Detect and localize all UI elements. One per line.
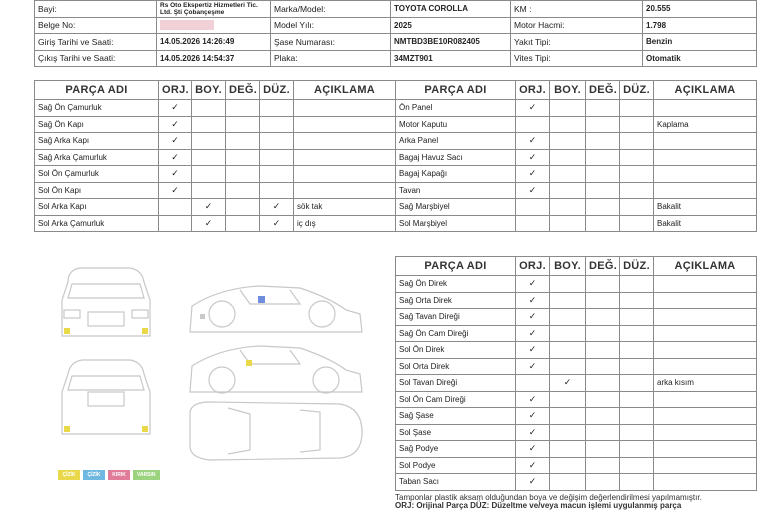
redacted-document-number bbox=[160, 20, 214, 30]
part-duz bbox=[260, 182, 294, 199]
part-name: Sol Arka Kapı bbox=[35, 199, 159, 216]
part-deg bbox=[226, 116, 260, 133]
part-deg bbox=[586, 457, 620, 474]
part-boy bbox=[550, 100, 586, 117]
part-duz bbox=[620, 408, 654, 425]
part-row bbox=[396, 342, 757, 359]
part-orj: ✓ bbox=[516, 182, 550, 199]
part-boy bbox=[550, 182, 586, 199]
part-deg bbox=[226, 199, 260, 216]
part-duz bbox=[620, 309, 654, 326]
vehicle-info-value: 14.05.2026 14:26:49 bbox=[157, 34, 271, 51]
part-row bbox=[396, 424, 757, 441]
column-header: ORJ. bbox=[516, 257, 550, 276]
part-row bbox=[396, 457, 757, 474]
part-note bbox=[654, 100, 757, 117]
part-orj: ✓ bbox=[516, 149, 550, 166]
part-name: Taban Sacı bbox=[396, 474, 516, 491]
column-header: BOY. bbox=[192, 81, 226, 100]
part-duz bbox=[620, 391, 654, 408]
part-orj: ✓ bbox=[516, 309, 550, 326]
part-duz: ✓ bbox=[260, 215, 294, 232]
part-orj: ✓ bbox=[516, 391, 550, 408]
part-deg bbox=[586, 375, 620, 392]
vehicle-info-label: Plaka: bbox=[271, 50, 391, 67]
part-note bbox=[654, 166, 757, 183]
part-duz: ✓ bbox=[260, 199, 294, 216]
part-orj: ✓ bbox=[516, 133, 550, 150]
part-name: Arka Panel bbox=[396, 133, 516, 150]
part-boy bbox=[192, 182, 226, 199]
part-orj: ✓ bbox=[159, 149, 192, 166]
column-header: DEĞ. bbox=[226, 81, 260, 100]
part-orj bbox=[159, 199, 192, 216]
footnote bbox=[395, 494, 755, 510]
part-duz bbox=[620, 133, 654, 150]
part-duz bbox=[620, 342, 654, 359]
legend-item: ÇİZİK bbox=[58, 470, 80, 480]
part-row bbox=[35, 199, 396, 216]
part-orj: ✓ bbox=[159, 100, 192, 117]
part-note bbox=[294, 100, 396, 117]
part-deg bbox=[586, 215, 620, 232]
part-name: Sol Marşbiyel bbox=[396, 215, 516, 232]
part-duz bbox=[620, 441, 654, 458]
parts-table-bottom bbox=[395, 256, 757, 491]
part-note: Bakalit bbox=[654, 199, 757, 216]
part-row bbox=[35, 215, 396, 232]
vehicle-info-value: 2025 bbox=[391, 17, 511, 34]
legend-item: KIRIK bbox=[108, 470, 130, 480]
part-row bbox=[396, 441, 757, 458]
part-row bbox=[35, 116, 396, 133]
part-deg bbox=[586, 149, 620, 166]
part-boy bbox=[550, 149, 586, 166]
part-boy bbox=[550, 441, 586, 458]
part-deg bbox=[586, 116, 620, 133]
part-row bbox=[396, 182, 757, 199]
part-name: Sol Podye bbox=[396, 457, 516, 474]
part-boy bbox=[550, 325, 586, 342]
part-orj bbox=[516, 215, 550, 232]
part-note bbox=[654, 358, 757, 375]
vehicle-info-row bbox=[35, 34, 757, 51]
part-duz bbox=[620, 182, 654, 199]
part-boy bbox=[550, 342, 586, 359]
part-boy bbox=[550, 408, 586, 425]
part-duz bbox=[620, 457, 654, 474]
vehicle-info-label: Yakıt Tipi: bbox=[511, 34, 643, 51]
part-name: Sağ Marşbiyel bbox=[396, 199, 516, 216]
part-deg bbox=[586, 408, 620, 425]
part-name: Tavan bbox=[396, 182, 516, 199]
part-orj: ✓ bbox=[516, 358, 550, 375]
part-boy bbox=[550, 457, 586, 474]
part-row bbox=[396, 199, 757, 216]
part-row bbox=[396, 358, 757, 375]
part-duz bbox=[620, 358, 654, 375]
vehicle-info-value: 14.05.2026 14:54:37 bbox=[157, 50, 271, 67]
part-duz bbox=[260, 149, 294, 166]
part-orj: ✓ bbox=[516, 100, 550, 117]
vehicle-info-label: Marka/Model: bbox=[271, 1, 391, 18]
part-boy bbox=[550, 424, 586, 441]
part-name: Sol Arka Çamurluk bbox=[35, 215, 159, 232]
part-orj: ✓ bbox=[516, 408, 550, 425]
part-duz bbox=[260, 166, 294, 183]
part-name: Sağ Arka Kapı bbox=[35, 133, 159, 150]
part-name: Sol Tavan Direği bbox=[396, 375, 516, 392]
part-row bbox=[396, 408, 757, 425]
part-orj bbox=[516, 199, 550, 216]
part-deg bbox=[586, 342, 620, 359]
vehicle-info-label: Belge No: bbox=[35, 17, 157, 34]
part-row bbox=[396, 215, 757, 232]
part-deg bbox=[586, 100, 620, 117]
part-deg bbox=[586, 199, 620, 216]
part-duz bbox=[620, 199, 654, 216]
part-note bbox=[654, 292, 757, 309]
part-row bbox=[396, 474, 757, 491]
part-name: Sol Ön Çamurluk bbox=[35, 166, 159, 183]
part-boy bbox=[550, 133, 586, 150]
part-name: Bagaj Havuz Sacı bbox=[396, 149, 516, 166]
part-duz bbox=[260, 116, 294, 133]
part-note bbox=[654, 391, 757, 408]
vehicle-info-label: Bayi: bbox=[35, 1, 157, 18]
part-boy bbox=[550, 116, 586, 133]
part-boy bbox=[192, 166, 226, 183]
part-row bbox=[396, 325, 757, 342]
part-row bbox=[396, 391, 757, 408]
column-header: BOY. bbox=[550, 81, 586, 100]
part-orj: ✓ bbox=[516, 166, 550, 183]
part-boy bbox=[550, 199, 586, 216]
part-name: Sağ Ön Kapı bbox=[35, 116, 159, 133]
part-orj: ✓ bbox=[159, 116, 192, 133]
part-row bbox=[35, 166, 396, 183]
part-note bbox=[654, 182, 757, 199]
part-name: Sağ Şase bbox=[396, 408, 516, 425]
car-outline-drawing bbox=[50, 262, 380, 462]
part-name: Sağ Tavan Direği bbox=[396, 309, 516, 326]
column-header: DEĞ. bbox=[586, 81, 620, 100]
column-header: DÜZ. bbox=[620, 257, 654, 276]
part-deg bbox=[226, 133, 260, 150]
part-orj: ✓ bbox=[516, 292, 550, 309]
part-orj bbox=[516, 116, 550, 133]
part-boy bbox=[550, 166, 586, 183]
part-boy bbox=[192, 116, 226, 133]
part-duz bbox=[620, 375, 654, 392]
part-name: Sol Ön Kapı bbox=[35, 182, 159, 199]
footnote-line-1: Tamponlar plastik aksam olduğundan boya ve değişim değerlendirilmesi yapılmamıştır. bbox=[395, 493, 702, 502]
part-deg bbox=[226, 182, 260, 199]
part-duz bbox=[620, 424, 654, 441]
vehicle-info-label: Vites Tipi: bbox=[511, 50, 643, 67]
part-row bbox=[396, 276, 757, 293]
part-row bbox=[396, 133, 757, 150]
part-deg bbox=[586, 292, 620, 309]
column-header: AÇIKLAMA bbox=[294, 81, 396, 100]
part-boy bbox=[192, 133, 226, 150]
part-boy bbox=[550, 292, 586, 309]
damage-legend bbox=[58, 470, 160, 480]
parts-table-left bbox=[34, 80, 396, 232]
part-name: Bagaj Kapağı bbox=[396, 166, 516, 183]
part-name: Sağ Ön Direk bbox=[396, 276, 516, 293]
part-name: Sol Ön Direk bbox=[396, 342, 516, 359]
part-orj: ✓ bbox=[159, 182, 192, 199]
vehicle-info-value: 20.555 bbox=[643, 1, 757, 18]
part-note bbox=[294, 116, 396, 133]
part-deg bbox=[586, 309, 620, 326]
part-boy bbox=[550, 358, 586, 375]
part-row bbox=[396, 100, 757, 117]
part-name: Ön Panel bbox=[396, 100, 516, 117]
vehicle-info-value: NMTBD3BE10R082405 bbox=[391, 34, 511, 51]
part-note bbox=[654, 342, 757, 359]
vehicle-info-value: 1.798 bbox=[643, 17, 757, 34]
part-duz bbox=[620, 116, 654, 133]
part-orj bbox=[516, 375, 550, 392]
part-note bbox=[294, 149, 396, 166]
part-row bbox=[35, 133, 396, 150]
part-note bbox=[654, 424, 757, 441]
part-orj: ✓ bbox=[516, 342, 550, 359]
part-boy bbox=[192, 100, 226, 117]
part-row bbox=[396, 375, 757, 392]
vehicle-info-value: Otomatik bbox=[643, 50, 757, 67]
part-name: Sol Orta Direk bbox=[396, 358, 516, 375]
part-note: arka kısım bbox=[654, 375, 757, 392]
part-note bbox=[654, 325, 757, 342]
part-row bbox=[396, 166, 757, 183]
column-header: PARÇA ADI bbox=[35, 81, 159, 100]
part-deg bbox=[586, 391, 620, 408]
part-duz bbox=[620, 276, 654, 293]
vehicle-info-value: 34MZT901 bbox=[391, 50, 511, 67]
vehicle-info-label: Model Yılı: bbox=[271, 17, 391, 34]
part-note bbox=[654, 309, 757, 326]
part-name: Sağ Podye bbox=[396, 441, 516, 458]
part-note bbox=[654, 149, 757, 166]
part-note: iç dış bbox=[294, 215, 396, 232]
vehicle-info-row bbox=[35, 50, 757, 67]
vehicle-info-label: Şase Numarası: bbox=[271, 34, 391, 51]
part-duz bbox=[620, 474, 654, 491]
vehicle-info-label: Çıkış Tarihi ve Saati: bbox=[35, 50, 157, 67]
part-deg bbox=[586, 276, 620, 293]
vehicle-info-label: Motor Hacmi: bbox=[511, 17, 643, 34]
part-row bbox=[396, 309, 757, 326]
part-note bbox=[654, 457, 757, 474]
part-note bbox=[654, 408, 757, 425]
part-note bbox=[294, 166, 396, 183]
part-duz bbox=[620, 215, 654, 232]
vehicle-info-value bbox=[157, 17, 271, 34]
footnote-line-2: ORJ: Orijinal Parça DÜZ: Düzeltme ve/veya macun işlemi uygulanmış parça bbox=[395, 501, 682, 510]
vehicle-info-value: Rs Oto Ekspertiz Hizmetleri Tic. Ltd. Şti Çobançeşme bbox=[157, 1, 271, 18]
part-boy bbox=[550, 391, 586, 408]
part-note bbox=[294, 133, 396, 150]
part-duz bbox=[620, 149, 654, 166]
column-header: ORJ. bbox=[516, 81, 550, 100]
part-deg bbox=[586, 441, 620, 458]
part-boy bbox=[550, 276, 586, 293]
part-note: sök tak bbox=[294, 199, 396, 216]
part-orj: ✓ bbox=[159, 133, 192, 150]
part-name: Sol Ön Cam Direği bbox=[396, 391, 516, 408]
part-duz bbox=[260, 133, 294, 150]
column-header: DEĞ. bbox=[586, 257, 620, 276]
part-row bbox=[35, 100, 396, 117]
part-note bbox=[654, 474, 757, 491]
part-row bbox=[35, 149, 396, 166]
part-deg bbox=[226, 215, 260, 232]
car-damage-diagram bbox=[50, 262, 380, 462]
part-deg bbox=[586, 182, 620, 199]
part-note: Bakalit bbox=[654, 215, 757, 232]
legend-item: ÇİZİK bbox=[83, 470, 105, 480]
part-deg bbox=[586, 166, 620, 183]
legend-item: VARSIN bbox=[133, 470, 160, 480]
part-orj: ✓ bbox=[516, 325, 550, 342]
part-duz bbox=[620, 325, 654, 342]
part-orj: ✓ bbox=[516, 424, 550, 441]
part-row bbox=[396, 292, 757, 309]
part-orj: ✓ bbox=[159, 166, 192, 183]
part-boy: ✓ bbox=[192, 199, 226, 216]
column-header: AÇIKLAMA bbox=[654, 257, 757, 276]
part-deg bbox=[586, 424, 620, 441]
part-row bbox=[35, 182, 396, 199]
part-boy: ✓ bbox=[192, 215, 226, 232]
part-duz bbox=[620, 292, 654, 309]
part-note bbox=[654, 276, 757, 293]
vehicle-info-table bbox=[34, 0, 757, 67]
part-duz bbox=[260, 100, 294, 117]
part-orj: ✓ bbox=[516, 276, 550, 293]
part-deg bbox=[586, 474, 620, 491]
vehicle-info-row bbox=[35, 1, 757, 18]
vehicle-info-row bbox=[35, 17, 757, 34]
column-header: PARÇA ADI bbox=[396, 257, 516, 276]
part-boy bbox=[550, 309, 586, 326]
part-note bbox=[654, 441, 757, 458]
part-deg bbox=[226, 100, 260, 117]
column-header: PARÇA ADI bbox=[396, 81, 516, 100]
part-duz bbox=[620, 100, 654, 117]
part-orj: ✓ bbox=[516, 457, 550, 474]
vehicle-info-value: TOYOTA COROLLA bbox=[391, 1, 511, 18]
vehicle-info-label: Giriş Tarihi ve Saati: bbox=[35, 34, 157, 51]
column-header: BOY. bbox=[550, 257, 586, 276]
part-deg bbox=[586, 325, 620, 342]
part-name: Motor Kaputu bbox=[396, 116, 516, 133]
part-name: Sağ Arka Çamurluk bbox=[35, 149, 159, 166]
part-deg bbox=[226, 149, 260, 166]
column-header: ORJ. bbox=[159, 81, 192, 100]
part-boy: ✓ bbox=[550, 375, 586, 392]
part-name: Sağ Ön Cam Direği bbox=[396, 325, 516, 342]
part-name: Sol Şase bbox=[396, 424, 516, 441]
part-row bbox=[396, 149, 757, 166]
column-header: AÇIKLAMA bbox=[654, 81, 757, 100]
parts-table-right bbox=[395, 80, 757, 232]
part-duz bbox=[620, 166, 654, 183]
column-header: DÜZ. bbox=[620, 81, 654, 100]
part-boy bbox=[192, 149, 226, 166]
column-header: DÜZ. bbox=[260, 81, 294, 100]
vehicle-info-label: KM : bbox=[511, 1, 643, 18]
part-note: Kaplama bbox=[654, 116, 757, 133]
part-deg bbox=[586, 133, 620, 150]
part-note bbox=[294, 182, 396, 199]
part-boy bbox=[550, 474, 586, 491]
part-name: Sağ Orta Direk bbox=[396, 292, 516, 309]
part-orj bbox=[159, 215, 192, 232]
part-deg bbox=[226, 166, 260, 183]
part-deg bbox=[586, 358, 620, 375]
part-orj: ✓ bbox=[516, 441, 550, 458]
part-orj: ✓ bbox=[516, 474, 550, 491]
part-note bbox=[654, 133, 757, 150]
vehicle-info-value: Benzin bbox=[643, 34, 757, 51]
part-name: Sağ Ön Çamurluk bbox=[35, 100, 159, 117]
part-boy bbox=[550, 215, 586, 232]
part-row bbox=[396, 116, 757, 133]
